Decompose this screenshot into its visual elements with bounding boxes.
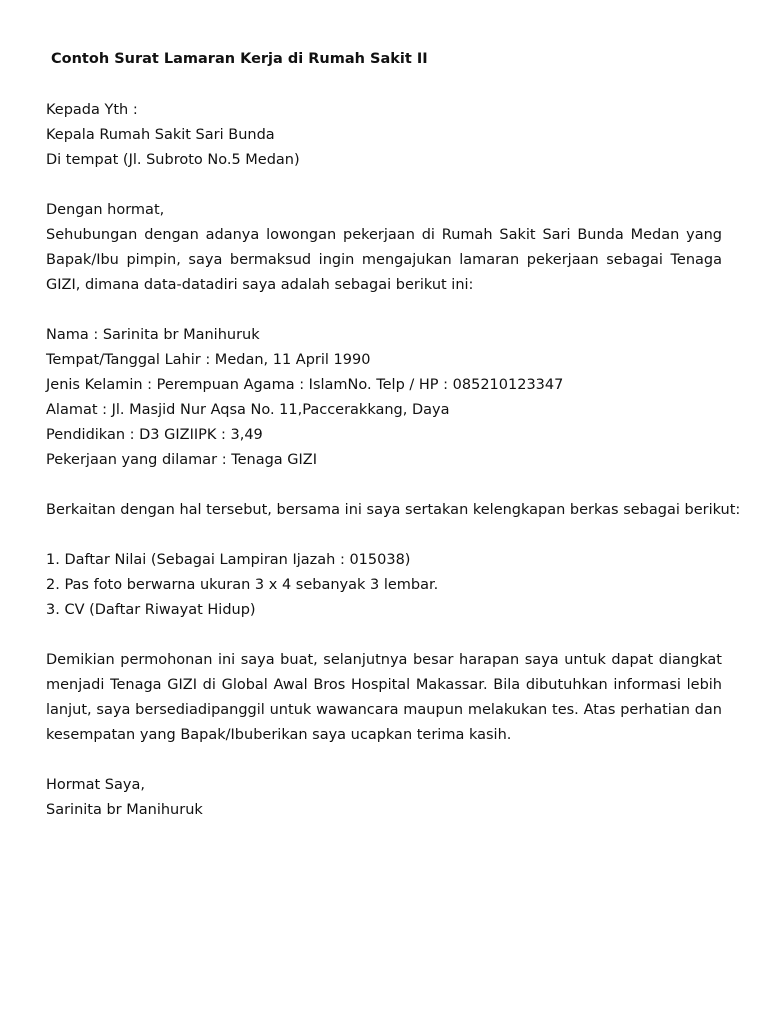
list-item: 3. CV (Daftar Riwayat Hidup)	[46, 602, 256, 618]
detail-position: Pekerjaan yang dilamar : Tenaga GIZI	[46, 452, 318, 468]
detail-gender-religion-phone: Jenis Kelamin : Perempuan Agama : IslamNo. Telp / HP : 085210123347	[46, 377, 564, 393]
closing-paragraph: Demikian permohonan ini saya buat, selanjutnya besar harapan saya untuk dapat diangkat menjadi Tenaga GIZI di Global Awal Bros Hospital Makassar. Bila dibutuhkan informasi lebih lanjut, saya bersediadipanggil untuk wawancara maupun melakukan tes. Atas perhatian dan kesempatan yang Bapak/Ibuberikan saya ucapkan terima kasih.	[46, 652, 722, 743]
detail-birth: Tempat/Tanggal Lahir : Medan, 11 April 1990	[46, 352, 371, 368]
signoff-name: Sarinita br Manihuruk	[46, 802, 203, 818]
recipient-address: Di tempat (Jl. Subroto No.5 Medan)	[46, 152, 300, 168]
list-item: 2. Pas foto berwarna ukuran 3 x 4 sebanyak 3 lembar.	[46, 577, 439, 593]
detail-name: Nama : Sarinita br Manihuruk	[46, 327, 260, 343]
detail-education: Pendidikan : D3 GIZIIPK : 3,49	[46, 427, 263, 443]
signoff-greeting: Hormat Saya,	[46, 777, 145, 793]
signoff-block	[46, 773, 722, 823]
attachments-intro: Berkaitan dengan hal tersebut, bersama ini saya sertakan kelengkapan berkas sebagai berikut:	[46, 502, 741, 518]
recipient-block	[46, 98, 722, 173]
letter-body	[46, 47, 741, 823]
recipient-name: Kepala Rumah Sakit Sari Bunda	[46, 127, 275, 143]
recipient-salutation: Kepada Yth :	[46, 102, 138, 118]
list-item: 1. Daftar Nilai (Sebagai Lampiran Ijazah : 015038)	[46, 552, 411, 568]
document-title: Contoh Surat Lamaran Kerja di Rumah Sakit II	[51, 51, 428, 67]
greeting: Dengan hormat,	[46, 202, 165, 218]
attachments-list	[46, 548, 722, 623]
detail-address: Alamat : Jl. Masjid Nur Aqsa No. 11,Paccerakkang, Daya	[46, 402, 450, 418]
intro-paragraph: Sehubungan dengan adanya lowongan pekerjaan di Rumah Sakit Sari Bunda Medan yang Bapak/Ibu pimpin, saya bermaksud ingin mengajukan lamaran pekerjaan sebagai Tenaga GIZI, dimana data-datadiri saya adalah sebagai berikut ini:	[46, 227, 722, 293]
applicant-details	[46, 323, 722, 473]
